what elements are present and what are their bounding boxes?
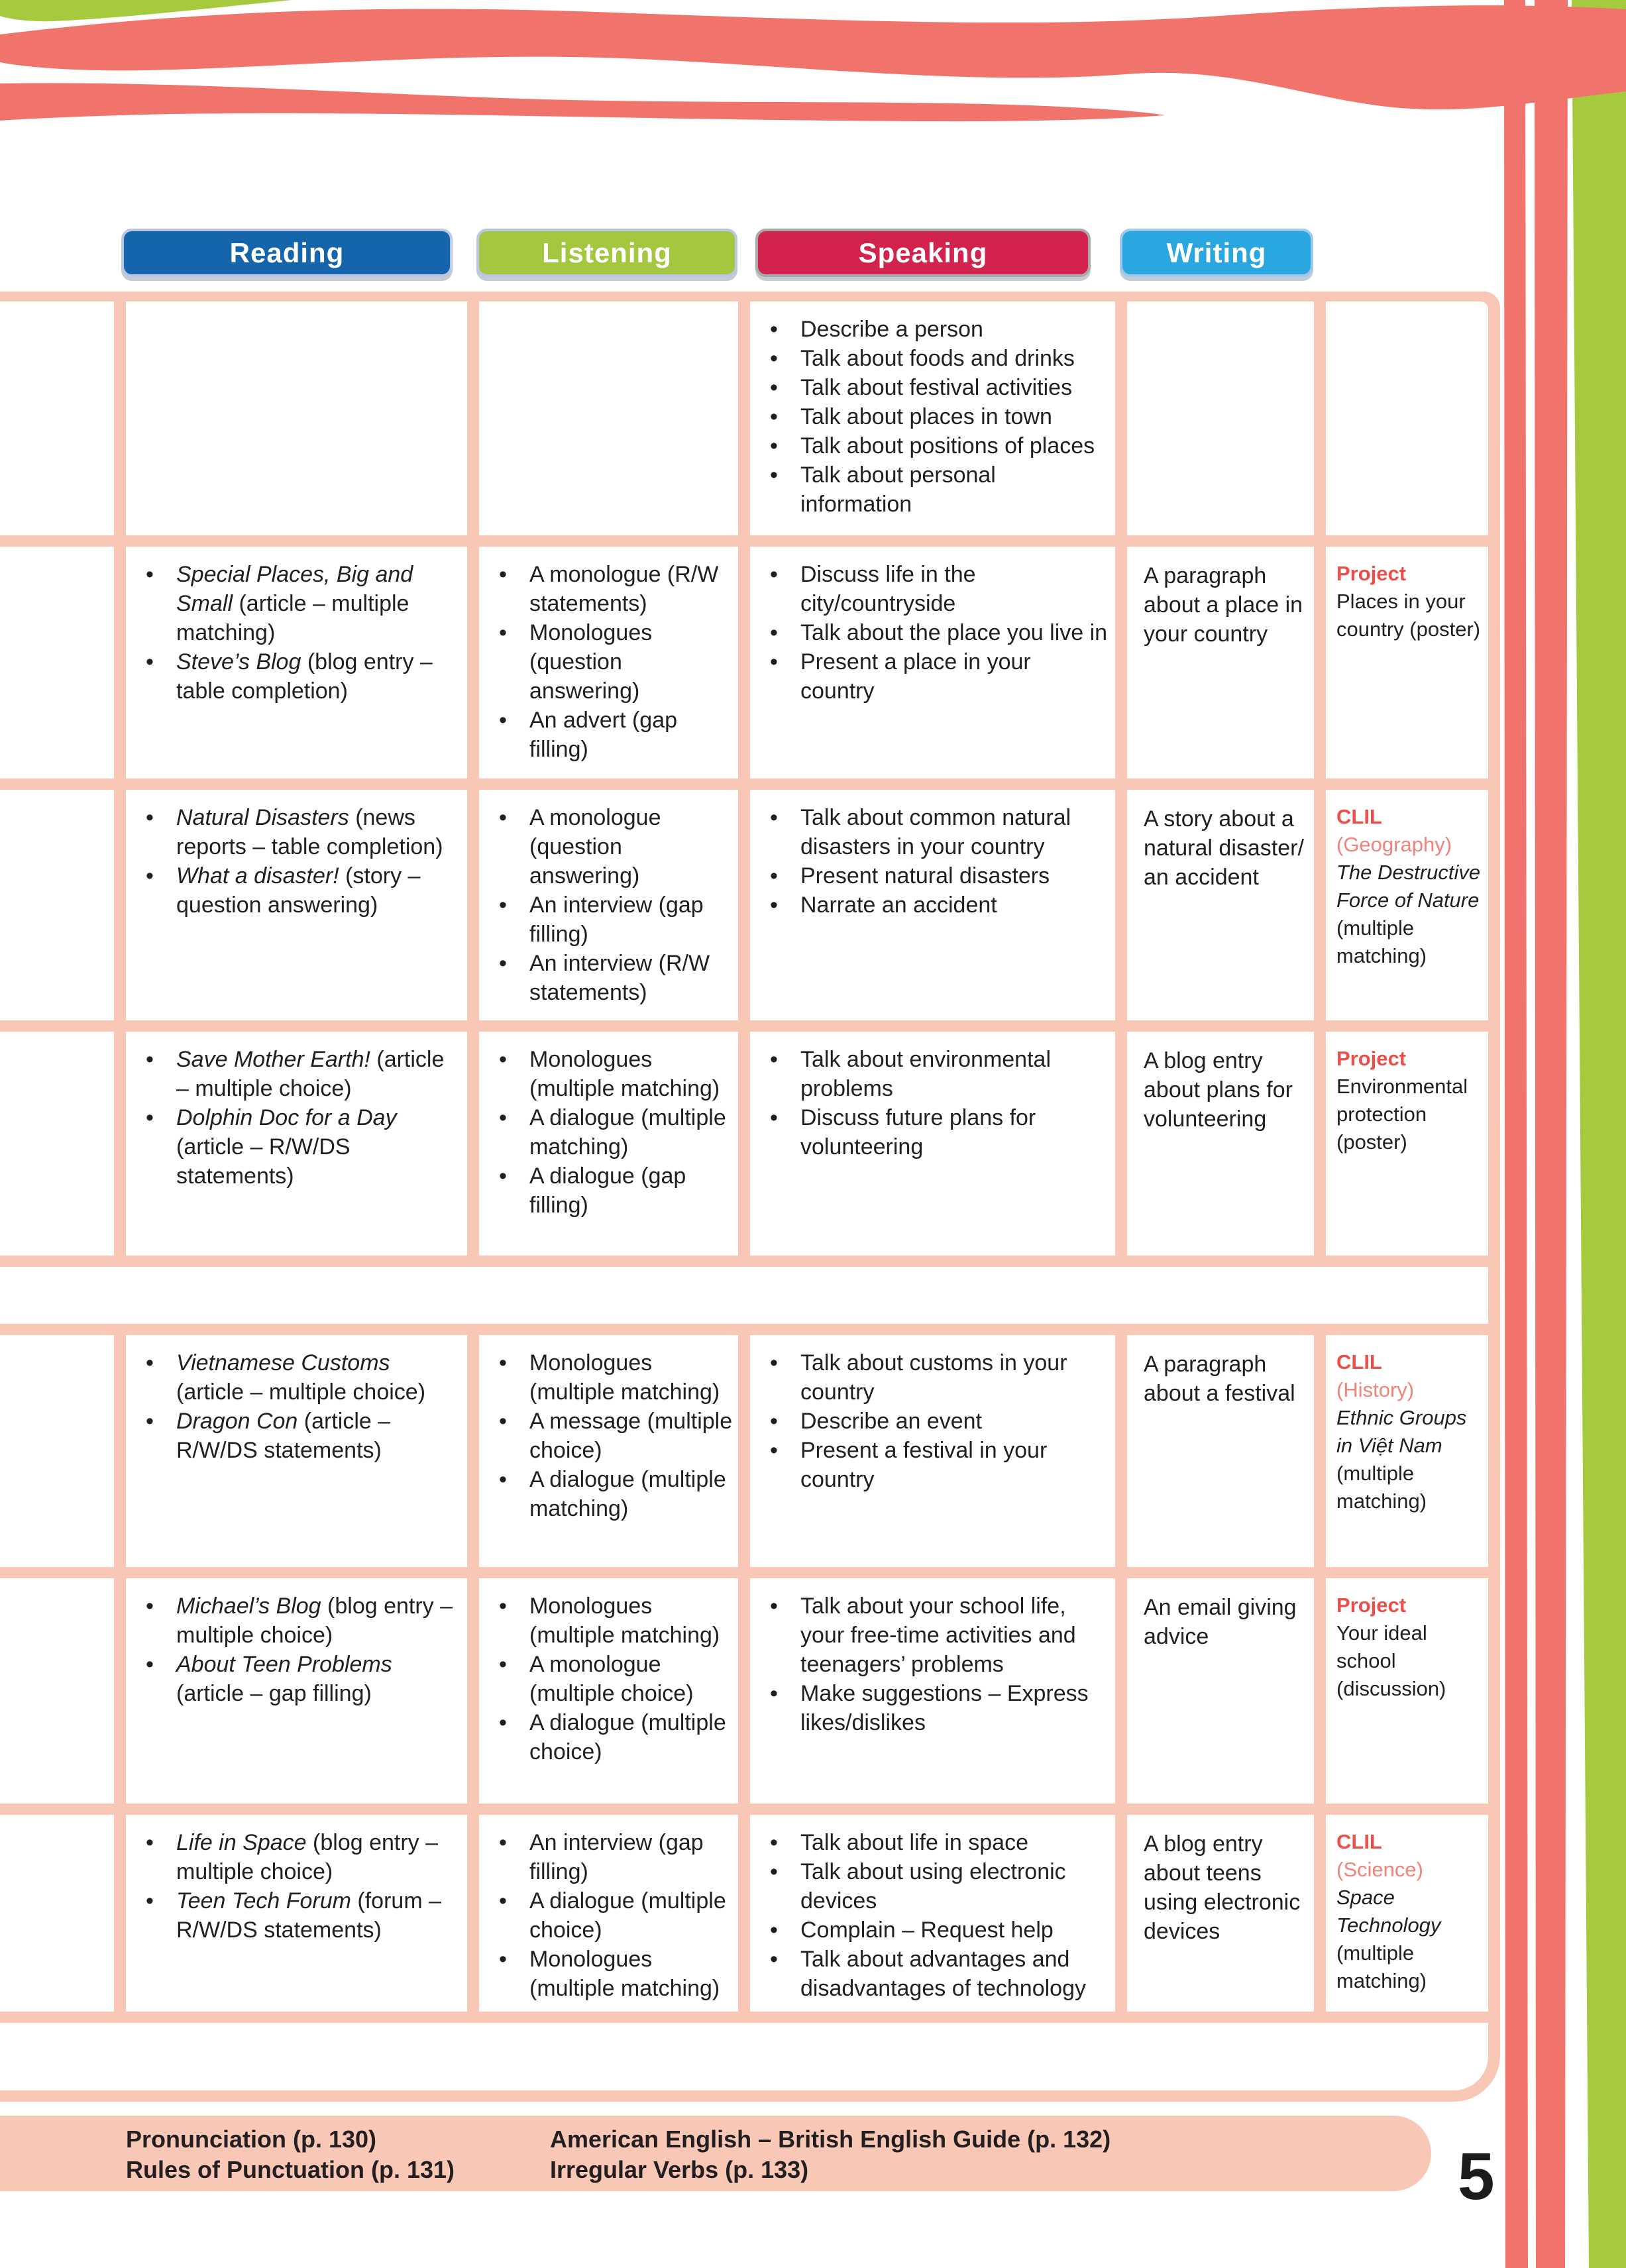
reading-task: (story – question answering) xyxy=(176,863,421,918)
bullet-icon: • xyxy=(499,1350,507,1376)
reading-task: (news reports – table completion) xyxy=(176,805,443,859)
list-item-text xyxy=(176,1407,462,1465)
speaking-cell xyxy=(750,1032,1115,1256)
bullet-icon: • xyxy=(499,1409,507,1434)
bullet-icon: • xyxy=(770,375,778,400)
bullet-icon: • xyxy=(770,317,778,342)
list-item-text: A dialogue (gap filling) xyxy=(529,1163,686,1218)
bullet-icon: • xyxy=(146,649,154,675)
tab-listening: Listening xyxy=(476,229,737,277)
bullet-icon: • xyxy=(146,1105,154,1130)
unit-cell xyxy=(0,547,114,779)
project-heading: Project xyxy=(1336,1593,1407,1617)
bullet-list xyxy=(750,547,1115,706)
bullet-icon: • xyxy=(499,1163,507,1189)
bullet-icon: • xyxy=(499,708,507,733)
list-item xyxy=(491,618,733,706)
list-item xyxy=(762,803,1110,861)
bullet-list xyxy=(126,1032,467,1191)
writing-cell: A paragraph about a festival xyxy=(1127,1335,1314,1567)
list-item xyxy=(762,1592,1110,1679)
list-item xyxy=(491,1407,733,1465)
table-row xyxy=(0,547,1488,779)
list-item-text xyxy=(176,560,462,647)
bullet-list xyxy=(750,1032,1115,1161)
bullet-icon: • xyxy=(499,1105,507,1130)
table-row xyxy=(0,1335,1488,1567)
project-description xyxy=(1336,859,1483,970)
speaking-cell xyxy=(750,301,1115,535)
list-item xyxy=(762,1407,1110,1436)
list-item-text: Monologues (multiple matching) xyxy=(529,1047,720,1101)
listening-cell xyxy=(479,1815,738,2012)
speaking-cell xyxy=(750,547,1115,779)
table-row xyxy=(0,790,1488,1020)
table-row xyxy=(0,1815,1488,2012)
coral-stripe-icon xyxy=(1535,0,1568,2268)
list-item-text: Talk about your school life, your free-time activities and teenagers’ problems xyxy=(800,1593,1076,1677)
bullet-icon: • xyxy=(146,805,154,830)
project-cell xyxy=(1326,301,1488,535)
bullet-list xyxy=(479,1578,738,1766)
bullet-icon: • xyxy=(146,1888,154,1914)
reading-task: (article – R/W/DS statements) xyxy=(176,1409,391,1463)
project-format-note: (multiple matching) xyxy=(1336,1462,1427,1513)
list-item xyxy=(491,1465,733,1523)
list-item xyxy=(138,1886,462,1945)
bullet-icon: • xyxy=(146,863,154,889)
list-item-text: Talk about customs in your country xyxy=(800,1350,1067,1405)
project-cell xyxy=(1326,790,1488,1020)
bullet-icon: • xyxy=(770,346,778,371)
project-cell xyxy=(1326,1815,1488,2012)
list-item xyxy=(762,1857,1110,1916)
list-item xyxy=(762,1045,1110,1103)
project-cell xyxy=(1326,547,1488,779)
list-item-text: Monologues (multiple matching) xyxy=(529,1593,720,1648)
unit-cell xyxy=(0,1032,114,1256)
list-item xyxy=(138,1407,462,1465)
bullet-icon: • xyxy=(770,863,778,889)
project-title: Your ideal school xyxy=(1336,1621,1427,1672)
bullet-icon: • xyxy=(770,1105,778,1130)
reading-task: (blog entry – multiple choice) xyxy=(176,1593,453,1648)
list-item xyxy=(138,1650,462,1708)
list-item xyxy=(491,803,733,891)
list-item-text: A monologue (question answering) xyxy=(529,805,661,889)
project-heading: Project xyxy=(1336,562,1407,585)
project-heading: CLIL xyxy=(1336,1350,1382,1374)
unit-cell xyxy=(0,1335,114,1567)
reading-title: Save Mother Earth! xyxy=(176,1047,370,1072)
list-item xyxy=(491,1161,733,1220)
list-item xyxy=(491,1045,733,1103)
bullet-icon: • xyxy=(770,1047,778,1072)
list-item xyxy=(762,1348,1110,1407)
bullet-icon: • xyxy=(770,433,778,459)
bullet-icon: • xyxy=(770,892,778,918)
bullet-icon: • xyxy=(499,1947,507,1972)
project-cell xyxy=(1326,1578,1488,1804)
reading-title: Natural Disasters xyxy=(176,805,349,830)
bullet-icon: • xyxy=(770,649,778,675)
reading-task: (article – R/W/DS statements) xyxy=(176,1134,351,1189)
project-heading: CLIL xyxy=(1336,1830,1382,1853)
coral-stripe-icon xyxy=(1504,0,1528,2268)
list-item-text: Monologues (question answering) xyxy=(529,620,653,704)
list-item-text: Present a place in your country xyxy=(800,649,1031,704)
list-item-text: An interview (R/W statements) xyxy=(529,951,710,1005)
bullet-icon: • xyxy=(146,1652,154,1677)
list-item xyxy=(491,1103,733,1161)
bullet-list xyxy=(479,790,738,1007)
bullet-icon: • xyxy=(770,1947,778,1972)
bullet-list xyxy=(750,1815,1115,2003)
list-item-text: Talk about festival activities xyxy=(800,375,1073,400)
bullet-icon: • xyxy=(146,1350,154,1376)
bullet-icon: • xyxy=(499,1710,507,1735)
project-cell xyxy=(1326,1032,1488,1256)
list-item-text: Talk about advantages and disadvantages of technology xyxy=(800,1947,1086,2001)
list-item xyxy=(138,647,462,706)
bullet-icon: • xyxy=(770,1409,778,1434)
list-item-text: An interview (gap filling) xyxy=(529,1830,704,1884)
listening-cell xyxy=(479,1032,738,1256)
bullet-icon: • xyxy=(499,805,507,830)
project-title: Places in your country xyxy=(1336,590,1466,641)
bullet-icon: • xyxy=(770,1681,778,1706)
tab-speaking: Speaking xyxy=(755,229,1091,277)
empty-span-cell xyxy=(0,2023,1488,2090)
speaking-cell xyxy=(750,1815,1115,2012)
writing-cell xyxy=(1127,301,1314,535)
list-item-text: Narrate an accident xyxy=(800,892,997,918)
list-item xyxy=(138,1045,462,1103)
writing-cell: A blog entry about teens using electronic devices xyxy=(1127,1815,1314,2012)
list-item-text xyxy=(176,1828,462,1886)
speaking-cell xyxy=(750,1335,1115,1567)
list-item-text: A monologue (multiple choice) xyxy=(529,1652,694,1706)
list-item xyxy=(491,1886,733,1945)
bullet-list xyxy=(126,1815,467,1945)
clil-subject: (Science) xyxy=(1336,1858,1423,1881)
list-item-text: Present natural disasters xyxy=(800,863,1050,889)
list-item xyxy=(762,460,1110,519)
reading-cell xyxy=(126,1032,467,1256)
bullet-icon: • xyxy=(770,1350,778,1376)
list-item xyxy=(138,1592,462,1650)
empty-span-cell xyxy=(0,1267,1488,1324)
bullet-list xyxy=(750,1578,1115,1737)
table-row xyxy=(0,1032,1488,1256)
table-row xyxy=(0,1578,1488,1804)
footer-link: Rules of Punctuation (p. 131) xyxy=(126,2156,455,2183)
list-item-text: A dialogue (multiple matching) xyxy=(529,1105,726,1160)
list-item-text: Talk about places in town xyxy=(800,404,1052,429)
reading-title: What a disaster! xyxy=(176,863,339,889)
footer-left-column xyxy=(126,2124,455,2185)
project-description xyxy=(1336,1404,1483,1515)
listening-cell xyxy=(479,790,738,1020)
reading-title: Vietnamese Customs xyxy=(176,1350,390,1376)
list-item xyxy=(762,1679,1110,1737)
bullet-list xyxy=(479,547,738,764)
list-item xyxy=(491,706,733,764)
bullet-icon: • xyxy=(770,620,778,645)
list-item-text: A message (multiple choice) xyxy=(529,1409,733,1463)
table-row xyxy=(0,301,1488,535)
bullet-list xyxy=(126,1578,467,1708)
list-item-text: Monologues (multiple matching) xyxy=(529,1947,720,2001)
unit-cell xyxy=(0,1815,114,2012)
list-item-text: Talk about personal information xyxy=(800,462,996,517)
bullet-icon: • xyxy=(146,562,154,587)
list-item xyxy=(762,861,1110,891)
list-item xyxy=(762,647,1110,706)
list-item xyxy=(491,1348,733,1407)
list-item xyxy=(138,1103,462,1191)
list-item-text: Make suggestions – Express likes/dislikes xyxy=(800,1681,1089,1735)
contents-table xyxy=(0,292,1500,2102)
bullet-icon: • xyxy=(146,1409,154,1434)
project-title: Space Technology xyxy=(1336,1886,1441,1937)
bullet-list xyxy=(479,1032,738,1220)
reading-task: (blog entry – table completion) xyxy=(176,649,433,704)
list-item xyxy=(762,315,1110,344)
bullet-icon: • xyxy=(499,562,507,587)
list-item xyxy=(138,560,462,647)
list-item-text xyxy=(176,1592,462,1650)
bullet-list xyxy=(126,547,467,706)
bullet-icon: • xyxy=(770,1917,778,1943)
project-format-note: (multiple matching) xyxy=(1336,1941,1427,1992)
list-item-text: Discuss future plans for volunteering xyxy=(800,1105,1036,1160)
bullet-list xyxy=(750,790,1115,920)
list-item xyxy=(762,891,1110,920)
bullet-icon: • xyxy=(146,1593,154,1619)
list-item xyxy=(762,344,1110,373)
list-item-text: Talk about positions of places xyxy=(800,433,1095,459)
list-item-text: An advert (gap filling) xyxy=(529,708,678,762)
bullet-icon: • xyxy=(499,892,507,918)
list-item xyxy=(762,402,1110,431)
reading-cell xyxy=(126,1578,467,1804)
bullet-icon: • xyxy=(499,1593,507,1619)
footer-right-column xyxy=(550,2124,1111,2185)
bullet-icon: • xyxy=(499,620,507,645)
reading-title: Dragon Con xyxy=(176,1409,298,1434)
list-item xyxy=(762,1103,1110,1161)
list-item-text xyxy=(176,1045,462,1103)
list-item xyxy=(491,560,733,618)
footer-link: Irregular Verbs (p. 133) xyxy=(550,2156,809,2183)
project-cell xyxy=(1326,1335,1488,1567)
bullet-list xyxy=(479,1815,738,2003)
project-description xyxy=(1336,1073,1483,1156)
list-item-text: A dialogue (multiple choice) xyxy=(529,1710,726,1764)
list-item-text: Talk about environmental problems xyxy=(800,1047,1052,1101)
bullet-icon: • xyxy=(770,1438,778,1463)
reading-title: Special Places, Big and Small xyxy=(176,562,413,616)
reading-task: (article – gap filling) xyxy=(176,1681,372,1706)
reading-title: Teen Tech Forum xyxy=(176,1888,351,1914)
bullet-icon: • xyxy=(499,1888,507,1914)
list-item-text xyxy=(176,1886,462,1945)
bullet-icon: • xyxy=(770,805,778,830)
reading-cell xyxy=(126,301,467,535)
green-bar xyxy=(1572,0,1626,2268)
list-item xyxy=(491,1592,733,1650)
clil-subject: (Geography) xyxy=(1336,833,1452,856)
listening-cell xyxy=(479,1578,738,1804)
bullet-list xyxy=(479,1335,738,1523)
bullet-icon: • xyxy=(499,1467,507,1492)
writing-cell: An email giving advice xyxy=(1127,1578,1314,1804)
reading-cell xyxy=(126,1815,467,2012)
bullet-icon: • xyxy=(770,1859,778,1884)
listening-cell xyxy=(479,1335,738,1567)
reading-cell xyxy=(126,790,467,1020)
list-item xyxy=(491,1650,733,1708)
footer-link: Pronunciation (p. 130) xyxy=(126,2126,377,2153)
bullet-list xyxy=(750,1335,1115,1494)
list-item-text xyxy=(176,1103,462,1191)
speaking-cell xyxy=(750,790,1115,1020)
bullet-icon: • xyxy=(770,1593,778,1619)
tab-reading: Reading xyxy=(121,229,453,277)
bullet-list xyxy=(126,790,467,920)
table-spacer-row xyxy=(0,1267,1488,1324)
list-item-text xyxy=(176,647,462,706)
list-item-text: Present a festival in your country xyxy=(800,1438,1048,1492)
reading-cell xyxy=(126,547,467,779)
list-item-text: A dialogue (multiple matching) xyxy=(529,1467,726,1521)
table-spacer-row xyxy=(0,2023,1488,2090)
listening-cell xyxy=(479,547,738,779)
reading-task: (forum – R/W/DS statements) xyxy=(176,1888,442,1943)
project-heading: Project xyxy=(1336,1047,1407,1070)
list-item xyxy=(491,1708,733,1766)
list-item xyxy=(491,1828,733,1886)
tab-writing: Writing xyxy=(1120,229,1313,277)
bullet-icon: • xyxy=(770,462,778,488)
bullet-icon: • xyxy=(146,1830,154,1855)
list-item xyxy=(491,1945,733,2003)
project-heading: CLIL xyxy=(1336,805,1382,828)
project-description xyxy=(1336,1884,1483,1995)
list-item xyxy=(762,1916,1110,1945)
reading-title: Michael’s Blog xyxy=(176,1593,321,1619)
list-item-text: Discuss life in the city/countryside xyxy=(800,562,976,616)
reading-title: Dolphin Doc for a Day xyxy=(176,1105,397,1130)
bullet-list xyxy=(750,301,1115,519)
clil-subject: (History) xyxy=(1336,1378,1415,1401)
footer-band xyxy=(0,2116,1431,2191)
bullet-icon: • xyxy=(770,1830,778,1855)
list-item-text xyxy=(176,861,462,920)
writing-cell: A story about a natural disaster/​an accident xyxy=(1127,790,1314,1020)
list-item-text: A dialogue (multiple choice) xyxy=(529,1888,726,1943)
reading-title: Life in Space xyxy=(176,1830,307,1855)
list-item xyxy=(138,803,462,861)
list-item xyxy=(491,949,733,1007)
list-item xyxy=(762,373,1110,402)
reading-task: (article – multiple matching) xyxy=(176,591,409,645)
list-item-text: Describe an event xyxy=(800,1409,983,1434)
list-item-text xyxy=(176,1650,462,1708)
speaking-cell xyxy=(750,1578,1115,1804)
project-format-note: (discussion) xyxy=(1336,1677,1446,1700)
list-item-text: Talk about common natural disasters in your country xyxy=(800,805,1071,859)
reading-task: (article – multiple choice) xyxy=(176,1047,445,1101)
reading-task: (blog entry – multiple choice) xyxy=(176,1830,439,1884)
list-item-text: An interview (gap filling) xyxy=(529,892,704,947)
bullet-icon: • xyxy=(499,1047,507,1072)
list-item-text: Talk about life in space xyxy=(800,1830,1028,1855)
bullet-icon: • xyxy=(770,562,778,587)
writing-cell: A blog entry about plans for volunteering xyxy=(1127,1032,1314,1256)
bullet-icon: • xyxy=(770,404,778,429)
bullet-icon: • xyxy=(146,1047,154,1072)
writing-cell: A paragraph about a place in your country xyxy=(1127,547,1314,779)
project-format-note: (multiple matching) xyxy=(1336,916,1427,967)
list-item-text: Talk about using electronic devices xyxy=(800,1859,1066,1914)
list-item xyxy=(138,861,462,920)
project-format-note: (poster) xyxy=(1403,618,1481,641)
list-item xyxy=(762,618,1110,647)
list-item xyxy=(491,891,733,949)
project-title: Environmental protection xyxy=(1336,1075,1468,1126)
project-title: Ethnic Groups in Việt Nam xyxy=(1336,1406,1467,1457)
list-item-text: Talk about foods and drinks xyxy=(800,346,1075,371)
bullet-icon: • xyxy=(499,1830,507,1855)
list-item xyxy=(762,1945,1110,2003)
list-item-text: Monologues (multiple matching) xyxy=(529,1350,720,1405)
reading-title: Steve’s Blog xyxy=(176,649,301,675)
list-item xyxy=(762,1436,1110,1494)
unit-cell xyxy=(0,1578,114,1804)
coral-wave-lower xyxy=(0,83,1165,121)
list-item-text: Complain – Request help xyxy=(800,1917,1054,1943)
project-format-note: (poster) xyxy=(1336,1130,1407,1154)
list-item-text xyxy=(176,803,462,861)
list-item xyxy=(762,1828,1110,1857)
reading-cell xyxy=(126,1335,467,1567)
list-item xyxy=(762,560,1110,618)
footer-link: American English – British English Guide (p. 132) xyxy=(550,2126,1111,2153)
list-item-text xyxy=(176,1348,462,1407)
list-item-text: Talk about the place you live in xyxy=(800,620,1108,645)
project-description xyxy=(1336,588,1483,643)
bullet-icon: • xyxy=(499,1652,507,1677)
listening-cell xyxy=(479,301,738,535)
list-item xyxy=(138,1348,462,1407)
bullet-icon: • xyxy=(499,951,507,976)
reading-task: (article – multiple choice) xyxy=(176,1379,426,1405)
list-item-text: Describe a person xyxy=(800,317,983,342)
project-title: The Destructive Force of Nature xyxy=(1336,861,1481,912)
list-item xyxy=(762,431,1110,460)
list-item xyxy=(138,1828,462,1886)
reading-title: About Teen Problems xyxy=(176,1652,392,1677)
unit-cell xyxy=(0,301,114,535)
page-number: 5 xyxy=(1458,2139,1495,2214)
list-item-text: A monologue (R/W statements) xyxy=(529,562,719,616)
unit-cell xyxy=(0,790,114,1020)
bullet-list xyxy=(126,1335,467,1465)
project-description xyxy=(1336,1619,1483,1703)
